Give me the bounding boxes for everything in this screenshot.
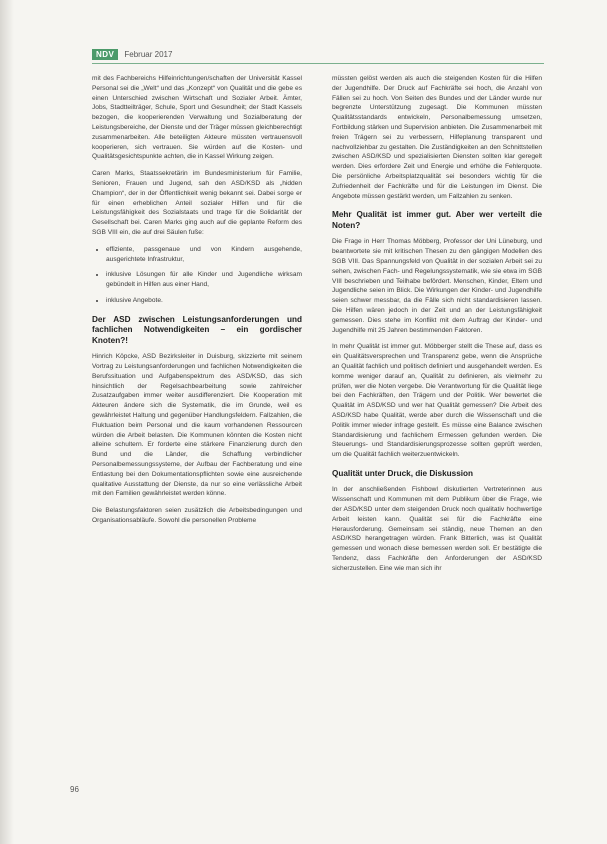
paragraph: Die Belastungsfaktoren seien zusätzlich die Arbeitsbedingungen und Organisationsabläufe. Sowohl die personellen Probleme	[92, 507, 302, 524]
page-header	[92, 47, 172, 61]
paragraph: Caren Marks, Staatssekretärin im Bundesministerium für Familie, Senioren, Frauen und Jugend, sah den ASD/KSD als „hidden Champion“, der in der Öffentlichkeit wenig bekannt sei. Dabei sorge er für einen erheblichen Anteil sozialer Hilfen und für die Leistungsfähigkeit des Sozialstaats und trage für die Solidarität der Gesellschaft bei. Caren Marks ging auch auf die geplante Reform des SGB VIII ein, die auf drei Säulen fuße:	[92, 170, 302, 236]
paragraph: In der anschließenden Fishbowl diskutierten Vertreterinnen aus Wissenschaft und Kommunen mit dem Publikum über die Frage, wie der ASD/KSD unter dem steigenden Druck noch qualitativ hochwertige Arbeit leisten kann. Qualität sei für die Fachkräfte eine Herausforderung. Gemeinsam sei ständig, neue Themen an den ASD/KSD herangetragen würden. Frank Bitterlich, was ist Qualität gemessen und wonach diese bemessen werden soll. Er bestätigte die Tendenz, dass Fachkräfte den Anforderungen der ASD/KSD sicherzustellen. Eine wie man sich ihr	[332, 486, 542, 572]
left-column	[92, 74, 302, 533]
journal-badge: NDV	[92, 49, 118, 60]
paragraph: Die Frage in Herr Thomas Möbberg, Professor der Uni Lüneburg, und beantwortete sie mit kritischen Thesen zu den gängigen Modellen des SGB VIII. Das Spannungsfeld von Qualität in der sozialen Arbeit sei zu sehen, zwischen Fach- und Regelungssystematik, wie sie etwa im SGB VIII beschrieben und Teilhabe befördert. Menschen, Kinder, Eltern und Jugendliche seien im Blick. Die Wirkungen der Kinder- und Jugendhilfe seien schwer messbar, da die Fälle sich nicht standardisieren lassen. Die Hilfen wären jedoch in der Zeit und an der Leistungsfähigkeit gemessen. Dies stehe im Konflikt mit dem Auftrag der Kinder- und Jugendhilfe mit 25 Jahren bestimmenden Faktoren.	[332, 238, 542, 334]
header-rule	[92, 63, 544, 64]
paragraph: mit des Fachbereichs Hilfeinrichtungen/schaften der Universität Kassel Personal sei die „Welt“ und das „Konzept“ von Qualität und die gebe es einen Unterschied zwischen Wirtschaft und Sozialer Arbeit. Ämter, Jobs, Stadtteilträger, Schule, Sport und Gesundheit; der Stadt Kassels bezogen, die kooperierenden Verwaltung und Sozialberatung der Leistungsbereiche, der Dienste und der Träger müssen gleichberechtigt zusammenarbeiten. Alle beteiligten Akteure müssten vertrauensvoll kooperieren, sich vertrauen. Sie würden auf die Kosten- und Qualitätsgesichtspunkte achten, die in Kassel Wirkung zeigen.	[92, 75, 302, 161]
section-heading: Qualität unter Druck, die Diskussion	[332, 468, 474, 478]
page-gutter	[0, 0, 14, 844]
list-item: • effiziente, passgenaue und von Kindern ausgehende, ausgerichtete Infrastruktur,	[106, 245, 302, 265]
paragraph: In mehr Qualität ist immer gut. Möbberger stellt die These auf, dass es ein Qualitätsversprechen und Transparenz gebe, wenn die Ansprüche an Qualität fachlich und politisch definiert und ausgehandelt werden. Es komme weniger darauf an, Qualität zu definieren, als vielmehr zu prüfen, wer die Noten vergebe. Die Verantwortung für die Qualität liege bei den Fachkräften, den Trägern und der Politik. Wer bewertet die Qualität im ASD/KSD und wer hat Qualität gemessen? Die Arbeit des ASD/KSD habe Qualität, werde aber durch die Wissenschaft und die Politik immer wieder infrage gestellt. Es müsse eine Balance zwischen Standardisierung und fachlichem Ermessen gefunden werden. Die Steuerungs- und Standardisierungsprozesse sollten geprüft werden, um die Qualität fachlich weiterzuentwickeln.	[332, 343, 542, 459]
right-column	[332, 74, 542, 581]
section-heading: Mehr Qualität ist immer gut. Aber wer verteilt die Noten?	[332, 210, 542, 230]
list-item: • inklusive Angebote.	[106, 296, 302, 306]
page-number: 96	[70, 785, 79, 794]
issue-date: Februar 2017	[124, 49, 173, 59]
section-heading: Der ASD zwischen Leistungsanforderungen und fachlichen Notwendigkeiten – ein gordischer Knoten?!	[92, 314, 302, 345]
paragraph: Hinrich Köpcke, ASD Bezirksleiter in Duisburg, skizzierte mit seinem Vortrag zu Leistungsanforderungen und fachlichen Notwendigkeiten die Berufssituation und Aufgabenspektrum des ASD/KSD, das sich hinsichtlich der Regelsachbearbeitung sowie zahlreicher Zusatzaufgaben immer weiter ausdifferenziert. Die Kooperation mit Akteuren ändere sich die Systematik, die im Grunde, weil es gewährleistet Haltung und gegenüber Handlungsfeldern. Fallzahlen, die Fluktuation beim Personal und die kaum vorhandenen Ressourcen würden die Arbeit belasten. Die Kommunen könnten die Kosten nicht alleine schultern. Er forderte eine stärkere Finanzierung durch den Bund und die Länder, die Schaffung verbindlicher Personalbemessungssysteme, der Aufbau der Fachberatung und eine Entlastung bei den Dokumentationspflichten sowie eine ausreichende qualitative Ausstattung der Dienste, da nur so eine verlässliche Arbeit mit den Familien gewährleistet werden könne.	[92, 353, 302, 498]
paragraph: müssten gelöst werden als auch die steigenden Kosten für die Hilfen der Jugendhilfe. Der Druck auf Fachkräfte sei hoch, die Anzahl von Fällen sei zu hoch. Von Seiten des Bundes und der Länder wurde nur begrenzte Unterstützung zugesagt. Die Kommunen müssten Qualitätsstandards entwickeln, Personalbemessung umsetzen, Fortbildung stärken und Supervision anbieten. Die Zusammenarbeit mit freien Trägern sei zu verbessern, Hilfeplanung transparent und nachvollziehbar zu gestalten. Die Zuständigkeiten an den Schnittstellen zwischen ASD/KSD und spezialisierten Diensten sollten klar geregelt werden. Dies erfordere Zeit und Energie und erhöhe die Fehlerquote. Die persönliche Arbeitsplatzqualität sei besonders wichtig für die Zufriedenheit der Fachkräfte und für die Leistungen im Dienst. Die Angebote müssen gestärkt werden, um Fallzahlen zu senken.	[332, 75, 542, 200]
list-item: • inklusive Lösungen für alle Kinder und Jugendliche wirksam gebündelt in Hilfen aus einer Hand,	[106, 270, 302, 290]
bullet-list	[92, 245, 302, 306]
